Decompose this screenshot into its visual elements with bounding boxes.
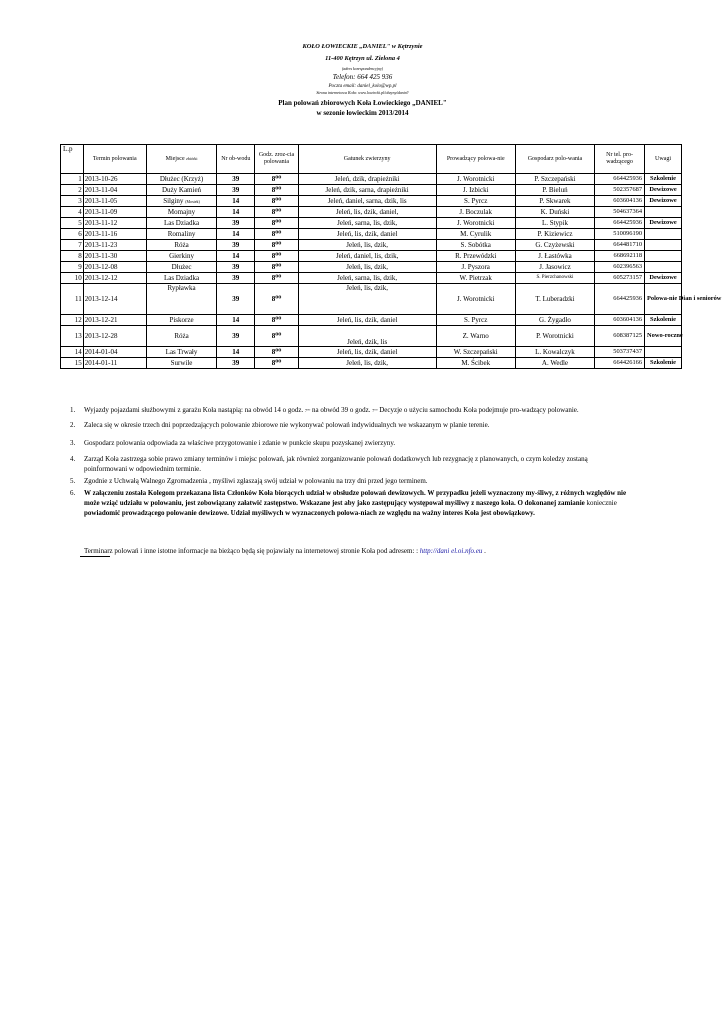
- cell-time: 8⁰⁰: [255, 262, 298, 273]
- note-item: [70, 454, 630, 474]
- cell-date: 2013-10-26: [83, 174, 146, 185]
- cell-host: J. Łastówka: [515, 251, 594, 262]
- cell-nr: 39: [217, 326, 255, 347]
- header-gatunek: Gatunek zwierzyny: [298, 145, 436, 174]
- cell-notes: [645, 262, 682, 273]
- header-miejsce: [146, 145, 217, 174]
- cell-time: 8⁰⁰: [255, 196, 298, 207]
- cell-phone: 602396563: [595, 262, 645, 273]
- cell-species: Jeleń, lis, dzik,: [298, 358, 436, 369]
- note-number: 1.: [70, 406, 76, 414]
- cell-place: Gierkiny: [146, 251, 217, 262]
- cell-date: 2013-12-12: [83, 273, 146, 284]
- cell-host: S. Pierzchanowski: [515, 273, 594, 284]
- cell-place: Las Trwały: [146, 347, 217, 358]
- cell-lp: 5: [61, 218, 84, 229]
- cell-notes: Dewizowe: [645, 185, 682, 196]
- cell-host: P. Bieluń: [515, 185, 594, 196]
- email: Poczta email: daniel_kolo@wp.pl: [328, 84, 397, 89]
- cell-date: 2013-12-14: [83, 284, 146, 315]
- cell-notes: Dewizowe: [645, 196, 682, 207]
- cell-host: L. Stypik: [515, 218, 594, 229]
- footer-tail: .: [482, 547, 486, 555]
- cell-place: [146, 196, 217, 207]
- header-termin: Termin polowania: [83, 145, 146, 174]
- note-item: [70, 476, 630, 486]
- club-name: KOŁO ŁOWIECKIE „DANIEL" w Kętrzynie: [302, 43, 423, 50]
- cell-phone: 668692118: [595, 251, 645, 262]
- cell-place: Las Dziadka: [146, 218, 217, 229]
- cell-species: Jeleń, lis, dzik, daniel: [298, 347, 436, 358]
- note-text: Zgodnie z Uchwałą Walnego Zgromadzenia , myśliwi zgłaszają swój udział w polowaniu na trzy dni przed jego terminem.: [84, 477, 428, 485]
- cell-date: 2013-12-08: [83, 262, 146, 273]
- cell-date: 2013-12-21: [83, 315, 146, 326]
- cell-species: Jeleń, lis, dzik, daniel: [298, 229, 436, 240]
- cell-phone: 603604136: [595, 315, 645, 326]
- cell-phone: 664425936: [595, 174, 645, 185]
- table-row: [61, 229, 682, 240]
- header-godz: Godz. zroz-cia polowania: [255, 145, 298, 174]
- cell-date: 2013-11-12: [83, 218, 146, 229]
- cell-leader: S. Pyrcz: [436, 315, 515, 326]
- cell-host: K. Duński: [515, 207, 594, 218]
- cell-time: 8⁰⁰: [255, 284, 298, 315]
- cell-time: 8⁰⁰: [255, 347, 298, 358]
- cell-date: 2013-11-09: [83, 207, 146, 218]
- cell-lp: 1: [61, 174, 84, 185]
- cell-species: Jeleń, lis, dzik, daniel,: [298, 207, 436, 218]
- table-row: [61, 185, 682, 196]
- cell-lp: 9: [61, 262, 84, 273]
- cell-phone: 608387125: [595, 326, 645, 347]
- cell-lp: 10: [61, 273, 84, 284]
- cell-host: P. Szczepański: [515, 174, 594, 185]
- cell-host: P. Skwarek: [515, 196, 594, 207]
- note-item: [70, 420, 630, 430]
- cell-lp: 6: [61, 229, 84, 240]
- note-text-part: W załączeniu została Kolegom przekazana lista Członków Koła biorących udział w obsłudze polowań dewizowych. W przypadku jeżeli wyznaczony my-śliwy, z różnych względów nie może wziąć udziału w polowaniu, jest zobowiązany załatwić zastępstwo. Wskazane jest aby jako zastępujący występował myśliwy z naszego koła. O dokonanej zamianie: [84, 489, 627, 507]
- note-text-emphasis: koniecznie: [586, 499, 617, 507]
- table-header-row: [61, 145, 682, 174]
- cell-time: 8⁰⁰: [255, 185, 298, 196]
- document-title: Plan polowań zbiorowych Koła Łowieckiego „DANIEL": [278, 99, 447, 107]
- header-nr: Nr ob-wodu: [217, 145, 255, 174]
- cell-species: Jeleń, daniel, lis, dzik,: [298, 251, 436, 262]
- cell-phone: 503737437: [595, 347, 645, 358]
- header-lp: L.p: [61, 145, 84, 174]
- club-address: 11-400 Kętrzyn ul. Zielona 4: [325, 55, 400, 62]
- table-row: [61, 251, 682, 262]
- header-prowadzacy: Prowadzący polowa-nie: [436, 145, 515, 174]
- cell-lp: 7: [61, 240, 84, 251]
- cell-lp: 8: [61, 251, 84, 262]
- table-row: [61, 262, 682, 273]
- cell-date: 2013-11-05: [83, 196, 146, 207]
- cell-date: 2014-01-04: [83, 347, 146, 358]
- cell-phone: 664481710: [595, 240, 645, 251]
- note-item: [70, 405, 630, 416]
- header-tel: Nr tel. pro-wadzącego: [595, 145, 645, 174]
- cell-place: Róża: [146, 326, 217, 347]
- cell-species: Jeleń, sarna, lis, dzik,: [298, 273, 436, 284]
- table-row: [61, 240, 682, 251]
- cell-nr: 39: [217, 174, 255, 185]
- table-row: [61, 347, 682, 358]
- table-row: [61, 174, 682, 185]
- cell-species: Jeleń, lis, dzik, daniel: [298, 315, 436, 326]
- cell-place-main: Silginy: [163, 196, 184, 205]
- cell-host: G. Żygadło: [515, 315, 594, 326]
- footer-underline: [80, 556, 110, 557]
- cell-nr: 39: [217, 262, 255, 273]
- cell-nr: 39: [217, 273, 255, 284]
- table-row: [61, 358, 682, 369]
- note-number: 4.: [70, 455, 76, 463]
- header-miejsce-small: zbiórki: [186, 155, 198, 161]
- cell-time: 8⁰⁰: [255, 326, 298, 347]
- note-item: [70, 488, 630, 518]
- cell-notes: [645, 347, 682, 358]
- cell-time: 8⁰⁰: [255, 218, 298, 229]
- note-text: Zarząd Koła zastrzega sobie prawo zmiany terminów i miejsc polowań, jak również zorganizowanie polowań dodatkowych lub rezygnację z planowanych, o czym koledzy zostaną poinformowani w odpowiednim terminie.: [84, 455, 588, 473]
- note-time: 7⁰⁰: [305, 408, 311, 413]
- cell-place: Surwile: [146, 358, 217, 369]
- cell-lp: 4: [61, 207, 84, 218]
- cell-leader: W. Szczepański: [436, 347, 515, 358]
- cell-notes: Szkolenie: [645, 358, 682, 369]
- note-text-part: Wyjazdy pojazdami służbowymi z garażu Koła nastąpią: na obwód 14 o godz.: [84, 406, 304, 414]
- note-time: 7⁰⁰: [372, 408, 378, 413]
- cell-host: J. Jasowicz: [515, 262, 594, 273]
- cell-notes: [645, 229, 682, 240]
- cell-nr: 14: [217, 315, 255, 326]
- cell-phone: 510096190: [595, 229, 645, 240]
- cell-species: Jeleń, sarna, lis, dzik,: [298, 218, 436, 229]
- cell-lp: 12: [61, 315, 84, 326]
- cell-host: L. Kowalczyk: [515, 347, 594, 358]
- note-number: 6.: [70, 489, 76, 497]
- note-text: Zaleca się w okresie trzech dni poprzedzających polowanie zbiorowe nie wykonywać polowań indywidualnych we wskazanym w planie terenie.: [84, 421, 490, 429]
- document-subtitle: w sezonie łowieckim 2013/2014: [316, 109, 409, 117]
- cell-notes: Dewizowe: [645, 273, 682, 284]
- cell-nr: 14: [217, 207, 255, 218]
- cell-date: 2013-11-23: [83, 240, 146, 251]
- cell-species: Jeleń, dzik, sarna, drapieżniki: [298, 185, 436, 196]
- note-text: [84, 489, 626, 517]
- header-miejsce-main: Miejsce: [165, 155, 185, 162]
- table-row: [61, 326, 682, 347]
- cell-host: G. Czyżewski: [515, 240, 594, 251]
- note-text: Gospodarz polowania odpowiada za właściwe przygotowanie i zdanie w punkcie skupu pozyskanej zwierzyny.: [84, 439, 396, 447]
- cell-notes: [645, 251, 682, 262]
- cell-leader: J. Worotnicki: [436, 218, 515, 229]
- cell-host: P. Worotnicki: [515, 326, 594, 347]
- cell-nr: 39: [217, 284, 255, 315]
- cell-species: Jeleń, lis, dzik,: [298, 262, 436, 273]
- cell-nr: 39: [217, 185, 255, 196]
- cell-notes: Dewizowe: [645, 218, 682, 229]
- cell-place: Romaliny: [146, 229, 217, 240]
- cell-nr: 39: [217, 218, 255, 229]
- cell-time: 8⁰⁰: [255, 358, 298, 369]
- cell-phone: 664426166: [595, 358, 645, 369]
- cell-phone: 605273157: [595, 273, 645, 284]
- cell-leader: J. Izbicki: [436, 185, 515, 196]
- table-row: [61, 218, 682, 229]
- cell-nr: 14: [217, 196, 255, 207]
- cell-notes: Szkolenie: [645, 174, 682, 185]
- cell-notes: Polowa-nie Dian i seniorów: [645, 284, 682, 315]
- cell-species: Jeleń, lis, dzik,: [298, 284, 436, 315]
- cell-leader: R. Przewódzki: [436, 251, 515, 262]
- cell-lp: 3: [61, 196, 84, 207]
- note-text-part: na obwód 39 o godz.: [310, 406, 371, 414]
- cell-lp: 14: [61, 347, 84, 358]
- cell-leader: J. Worotnicki: [436, 284, 515, 315]
- header-gospodarz: Gospodarz polo-wania: [515, 145, 594, 174]
- website: Strona internetowa Koła: www.lowiecki.pl/obzyny/daniel/: [316, 90, 409, 95]
- table-row: [61, 284, 682, 315]
- cell-leader: S. Sobótka: [436, 240, 515, 251]
- table-row: [61, 315, 682, 326]
- cell-date: 2014-01-11: [83, 358, 146, 369]
- cell-lp: 15: [61, 358, 84, 369]
- cell-phone: 603604136: [595, 196, 645, 207]
- cell-place-small: (Mostek): [185, 198, 200, 204]
- cell-time: 8⁰⁰: [255, 229, 298, 240]
- cell-notes: Szkolenie: [645, 315, 682, 326]
- cell-place: Momajny: [146, 207, 217, 218]
- cell-time: 8⁰⁰: [255, 251, 298, 262]
- cell-notes: [645, 240, 682, 251]
- cell-date: 2013-11-04: [83, 185, 146, 196]
- cell-leader: M. Ścibek: [436, 358, 515, 369]
- cell-nr: 14: [217, 251, 255, 262]
- cell-leader: Z. Warno: [436, 326, 515, 347]
- note-text-part: powiadomić prowadzącego polowanie dewizowe. Udział myśliwych w wyznaczonych polowa-niach ze względu na ważny interes Koła jest obowiązkowy.: [84, 509, 535, 517]
- cell-place: Duży Kamień: [146, 185, 217, 196]
- table-row: [61, 273, 682, 284]
- cell-species: Jeleń, dzik, lis: [298, 326, 436, 347]
- website-link[interactable]: http://dani el.oi.nfo.eu: [419, 547, 483, 555]
- cell-species: Jeleń, lis, dzik,: [298, 240, 436, 251]
- cell-leader: J. Boczulak: [436, 207, 515, 218]
- cell-nr: 14: [217, 347, 255, 358]
- cell-leader: S. Pyrcz: [436, 196, 515, 207]
- cell-nr: 14: [217, 229, 255, 240]
- note-text: [84, 406, 579, 414]
- phone: Telefon: 664 425 936: [332, 73, 393, 81]
- cell-phone: 504637364: [595, 207, 645, 218]
- table-row: [61, 207, 682, 218]
- cell-lp: 11: [61, 284, 84, 315]
- cell-phone: 664425936: [595, 284, 645, 315]
- cell-host: A. Wedle: [515, 358, 594, 369]
- cell-species: Jeleń, dzik, drapieżniki: [298, 174, 436, 185]
- cell-date: 2013-11-16: [83, 229, 146, 240]
- cell-leader: J. Worotnicki: [436, 174, 515, 185]
- cell-place: Rypławka: [146, 284, 217, 315]
- cell-place: Las Dziadka: [146, 273, 217, 284]
- note-number: 2.: [70, 421, 76, 429]
- notes-list: [70, 405, 630, 518]
- cell-leader: W. Pietrzak: [436, 273, 515, 284]
- cell-notes: [645, 207, 682, 218]
- header-uwagi: Uwagi: [645, 145, 682, 174]
- cell-time: 8⁰⁰: [255, 315, 298, 326]
- cell-date: 2013-11-30: [83, 251, 146, 262]
- cell-species: Jeleń, daniel, sarna, dzik, lis: [298, 196, 436, 207]
- cell-lp: 2: [61, 185, 84, 196]
- table-row: [61, 196, 682, 207]
- cell-host: P. Kiziewicz: [515, 229, 594, 240]
- note-text-part: Decyzje o użyciu samochodu Koła podejmuje pro-wadzący polowanie.: [379, 406, 579, 414]
- cell-nr: 39: [217, 358, 255, 369]
- cell-place: Róża: [146, 240, 217, 251]
- cell-phone: 664425936: [595, 218, 645, 229]
- note-number: 3.: [70, 439, 76, 447]
- cell-leader: M. Cyrulik: [436, 229, 515, 240]
- cell-leader: J. Pyszora: [436, 262, 515, 273]
- footer-sentence: Terminarz polowań i inne istotne informacje na bieżąco będą się pojawiały na internetowej stronie Koła pod adresem: :: [84, 547, 420, 555]
- cell-time: 8⁰⁰: [255, 207, 298, 218]
- cell-time: 8⁰⁰: [255, 240, 298, 251]
- footer-text: [84, 546, 624, 556]
- address-note: (adres korespondencyjny): [341, 66, 384, 71]
- cell-place: Dłużec: [146, 262, 217, 273]
- cell-notes: Nowo-roczne: [645, 326, 682, 347]
- cell-place: Dłużec (Krzyż): [146, 174, 217, 185]
- cell-host: T. Luberadzki: [515, 284, 594, 315]
- cell-phone: 502357687: [595, 185, 645, 196]
- cell-time: 8⁰⁰: [255, 273, 298, 284]
- note-number: 5.: [70, 477, 76, 485]
- cell-time: 8⁰⁰: [255, 174, 298, 185]
- cell-nr: 39: [217, 240, 255, 251]
- cell-lp: 13: [61, 326, 84, 347]
- note-item: [70, 438, 630, 448]
- cell-date: 2013-12-28: [83, 326, 146, 347]
- hunting-plan-table: [60, 144, 722, 369]
- cell-place: Piskorze: [146, 315, 217, 326]
